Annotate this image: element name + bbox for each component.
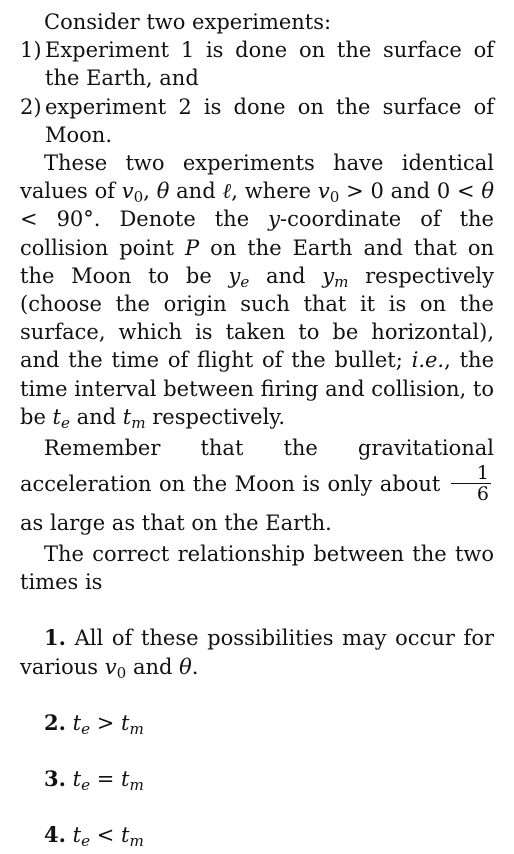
experiment-list (20, 36, 494, 149)
choice-4[interactable]: 4. $t_e < t_m$ (44, 822, 144, 851)
experiment-number: 2) (20, 94, 42, 119)
experiment-item-2 (20, 93, 494, 149)
experiment-item-1 (20, 36, 494, 92)
choice-3[interactable]: 3. $t_e = t_m$ (44, 766, 144, 794)
experiment-number: 1) (20, 38, 42, 63)
choice-2[interactable]: 2. $t_e > t_m$ (44, 709, 144, 738)
paragraph-setup: These two experiments have identical values of $v_0$, θ and ℓ, where $v_0 > 0$ and 0 < θ < 90°. Denote the y-coordinate of the collision point P on the Earth and that on the Moon to be $y_e$ and $y_m$ respectively (choose the origin such that it is on the surface, which is taken to be horizontal), and the time of flight of the bullet; i.e., the time interval between firing and collision, to be $t_e$ and $t_m$ respectively. (20, 151, 495, 432)
paragraph-gravity: Remember that the gravitational acceleration on the Moon is only about $\frac{1}{6}$ as large as that on the Earth. (20, 436, 494, 536)
experiment-text: experiment 2 is done on the surface of Moon. (45, 94, 494, 147)
problem-document (20, 8, 494, 849)
intro-line: Consider two experiments: (44, 10, 332, 34)
paragraph-question: The correct relationship between the two times is (20, 542, 494, 595)
fraction-one-sixth: $\frac{1}{6}$ (451, 463, 491, 504)
experiment-text: Experiment 1 is done on the surface of the Earth, and (45, 38, 494, 91)
choice-1[interactable]: 1. All of these possibilities may occur for various $v_0$ and θ. (20, 625, 494, 682)
